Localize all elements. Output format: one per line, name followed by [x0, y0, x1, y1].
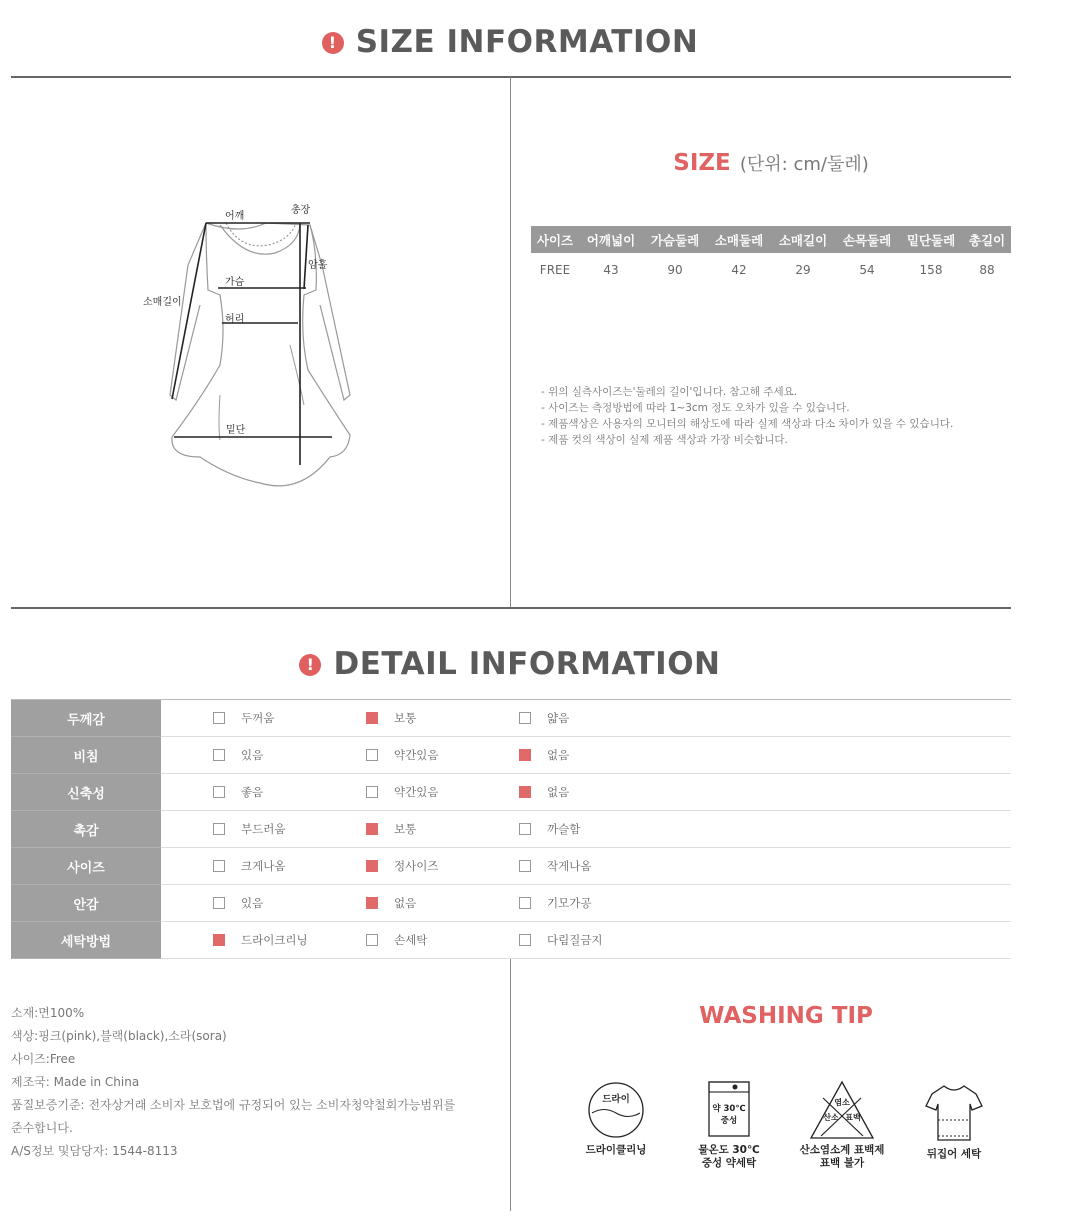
- size-bottom-divider: [11, 607, 1011, 609]
- detail-row-label: 촉감: [11, 811, 161, 848]
- size-table-header-row: [531, 226, 1011, 253]
- product-info-line: A/S정보 및담당자: 1544-8113: [11, 1144, 178, 1158]
- size-col-header: 총길이: [963, 226, 1011, 253]
- size-col-header: 가슴둘레: [643, 226, 707, 253]
- detail-row-options: [161, 885, 1011, 922]
- checked-box-icon: [366, 712, 378, 724]
- size-note: - 제품 컷의 색상이 실제 제품 색상과 가장 비슷합니다.: [541, 434, 788, 446]
- sleeve-line: [172, 223, 206, 399]
- no-bleach-inner-text-2: 산소: [823, 1113, 839, 1122]
- checked-box-icon: [213, 934, 225, 946]
- size-vertical-divider: [510, 77, 511, 608]
- detail-option: [213, 858, 366, 874]
- no-bleach-inner-text-3: 표백: [845, 1113, 861, 1122]
- diagram-label-hem: 밑단: [226, 425, 246, 436]
- detail-option-label: 정사이즈: [394, 858, 439, 873]
- detail-option-label: 부드러움: [241, 821, 286, 836]
- detail-option: [366, 784, 519, 800]
- detail-option-label: 없음: [547, 747, 570, 762]
- detail-row-options: [161, 922, 1011, 959]
- alert-icon: !: [322, 32, 344, 54]
- washing-tip-title: WASHING TIP: [699, 1003, 873, 1029]
- product-info: [11, 1002, 506, 1163]
- detail-row-options: [161, 737, 1011, 774]
- detail-row-label: 두께감: [11, 700, 161, 737]
- size-col-header: 소매둘레: [707, 226, 771, 253]
- detail-row: [11, 774, 1011, 811]
- unchecked-box-icon: [366, 786, 378, 798]
- diagram-label-armhole: 암홀: [308, 260, 328, 271]
- detail-option-label: 기모가공: [547, 895, 592, 910]
- size-cell: 158: [919, 263, 943, 277]
- size-note: - 위의 실측사이즈는'둘레의 길이'입니다. 참고해 주세요.: [541, 386, 798, 398]
- checked-box-icon: [366, 823, 378, 835]
- detail-option: [366, 821, 519, 837]
- detail-option: [519, 895, 672, 911]
- size-information-header: [0, 24, 1020, 60]
- detail-option-label: 드라이크리닝: [241, 932, 308, 947]
- detail-row-options: [161, 848, 1011, 885]
- detail-table: [11, 699, 1011, 959]
- size-table: [531, 226, 1011, 287]
- size-unit-text: (단위: cm/둘레): [739, 154, 869, 175]
- size-information-title: SIZE INFORMATION: [355, 24, 699, 60]
- checked-box-icon: [366, 897, 378, 909]
- dry-clean-inner-text: 드라이: [602, 1094, 630, 1105]
- detail-option: [366, 710, 519, 726]
- dry-clean-caption: 드라이클리닝: [585, 1144, 647, 1156]
- unchecked-box-icon: [213, 823, 225, 835]
- detail-option-label: 다림질금지: [547, 932, 603, 947]
- dress-measurement-diagram: [140, 195, 370, 495]
- detail-row-label: 신축성: [11, 774, 161, 811]
- size-col-header: 사이즈: [531, 226, 579, 253]
- detail-option-label: 얇음: [547, 710, 570, 725]
- detail-option: [366, 932, 519, 948]
- size-col-header: 어깨넓이: [579, 226, 643, 253]
- unchecked-box-icon: [519, 823, 531, 835]
- size-col-header: 소매길이: [771, 226, 835, 253]
- size-cell: 90: [667, 263, 683, 277]
- detail-row-label: 세탁방법: [11, 922, 161, 959]
- detail-row-label: 사이즈: [11, 848, 161, 885]
- product-info-line: 제조국: Made in China: [11, 1075, 140, 1089]
- detail-row: [11, 700, 1011, 737]
- detail-row-label: 비침: [11, 737, 161, 774]
- detail-option: [366, 747, 519, 763]
- detail-option-label: 약간있음: [394, 784, 439, 799]
- detail-row: [11, 922, 1011, 959]
- detail-option: [519, 932, 672, 948]
- detail-option: [213, 710, 366, 726]
- wash-30-inner-text-2: 중성: [720, 1116, 738, 1126]
- detail-option: [213, 784, 366, 800]
- detail-option-label: 있음: [241, 747, 264, 762]
- detail-option: [213, 895, 366, 911]
- size-notes: [541, 384, 953, 448]
- unchecked-box-icon: [366, 934, 378, 946]
- no-bleach-icon: [790, 1080, 894, 1170]
- size-cell: 88: [979, 263, 995, 277]
- turn-inside-out-caption: 뒤집어 세탁: [926, 1148, 982, 1160]
- size-cell: 54: [859, 263, 875, 277]
- detail-option: [366, 895, 519, 911]
- no-bleach-caption-1: 산소염소계 표백제: [799, 1144, 885, 1156]
- size-col-header: 손목둘레: [835, 226, 899, 253]
- detail-option-label: 약간있음: [394, 747, 439, 762]
- detail-row-options: [161, 811, 1011, 848]
- detail-option: [213, 932, 366, 948]
- checked-box-icon: [519, 749, 531, 761]
- diagram-label-chest: 가슴: [225, 277, 245, 288]
- detail-option-label: 두꺼움: [241, 710, 275, 725]
- detail-option-label: 보통: [394, 821, 417, 836]
- size-cell: FREE: [539, 263, 571, 277]
- detail-row: [11, 737, 1011, 774]
- diagram-label-sleeve: 소매길이: [143, 297, 182, 308]
- size-note: - 사이즈는 측정방법에 따라 1~3cm 정도 오차가 있을 수 있습니다.: [541, 402, 850, 414]
- top-divider: [11, 76, 1011, 78]
- wash-30-caption-2: 중성 약세탁: [701, 1157, 757, 1169]
- detail-option-label: 작게나옴: [547, 858, 592, 873]
- diagram-label-length: 총장: [291, 205, 311, 216]
- size-cell: 43: [603, 263, 619, 277]
- size-cell: 29: [795, 263, 811, 277]
- size-note: - 제품색상은 사용자의 모니터의 해상도에 따라 실제 색상과 다소 차이가 있을 수 있습니다.: [541, 418, 954, 430]
- product-info-line: 색상:핑크(pink),블랙(black),소라(sora): [11, 1029, 227, 1043]
- size-col-header: 밑단둘레: [899, 226, 963, 253]
- detail-option-label: 크게나옴: [241, 858, 286, 873]
- unchecked-box-icon: [519, 897, 531, 909]
- detail-information-title: DETAIL INFORMATION: [333, 646, 721, 682]
- turn-inside-out-icon: [904, 1080, 1004, 1161]
- unchecked-box-icon: [519, 712, 531, 724]
- detail-option: [519, 710, 672, 726]
- no-bleach-caption-2: 표백 불가: [819, 1157, 865, 1169]
- detail-option: [213, 821, 366, 837]
- diagram-label-waist: 허리: [225, 314, 245, 325]
- detail-option-label: 손세탁: [394, 932, 428, 947]
- detail-row: [11, 885, 1011, 922]
- detail-option: [519, 747, 672, 763]
- product-info-line: 소재:면100%: [11, 1006, 85, 1020]
- product-info-line: 품질보증기준: 전자상거래 소비자 보호법에 규정되어 있는 소비자청약철회가능범위를: [11, 1098, 456, 1112]
- unchecked-box-icon: [213, 786, 225, 798]
- detail-option-label: 좋음: [241, 784, 264, 799]
- unchecked-box-icon: [213, 860, 225, 872]
- alert-icon: !: [299, 654, 321, 676]
- unchecked-box-icon: [213, 749, 225, 761]
- wash-30-inner-text-1: 약 30℃: [712, 1104, 746, 1114]
- detail-row: [11, 811, 1011, 848]
- detail-option-label: 까슬함: [547, 821, 581, 836]
- bottom-vertical-divider: [510, 959, 511, 1211]
- detail-option: [519, 858, 672, 874]
- unchecked-box-icon: [366, 749, 378, 761]
- product-info-line: 사이즈:Free: [11, 1052, 76, 1066]
- wash-30-caption-1: 물온도 30℃: [698, 1144, 760, 1156]
- size-table-row: [531, 253, 1011, 287]
- unchecked-box-icon: [519, 860, 531, 872]
- size-table-title: [512, 150, 1030, 176]
- detail-information-header: [0, 646, 1020, 682]
- unchecked-box-icon: [519, 934, 531, 946]
- detail-option-label: 보통: [394, 710, 417, 725]
- detail-row-options: [161, 774, 1011, 811]
- size-cell: 42: [731, 263, 747, 277]
- wash-30-icon: [679, 1080, 779, 1170]
- checked-box-icon: [519, 786, 531, 798]
- diagram-label-shoulder: 어깨: [225, 211, 245, 222]
- detail-option-label: 없음: [394, 895, 417, 910]
- detail-option-label: 없음: [547, 784, 570, 799]
- detail-option: [519, 784, 672, 800]
- dry-clean-icon: [566, 1080, 666, 1157]
- checked-box-icon: [366, 860, 378, 872]
- product-info-line: 준수합니다.: [11, 1121, 73, 1135]
- no-bleach-inner-text-1: 염소: [834, 1098, 850, 1107]
- detail-option: [213, 747, 366, 763]
- size-title-text: SIZE: [673, 150, 731, 176]
- unchecked-box-icon: [213, 897, 225, 909]
- detail-row: [11, 848, 1011, 885]
- detail-option: [366, 858, 519, 874]
- detail-option-label: 있음: [241, 895, 264, 910]
- unchecked-box-icon: [213, 712, 225, 724]
- detail-row-options: [161, 700, 1011, 737]
- detail-row-label: 안감: [11, 885, 161, 922]
- detail-option: [519, 821, 672, 837]
